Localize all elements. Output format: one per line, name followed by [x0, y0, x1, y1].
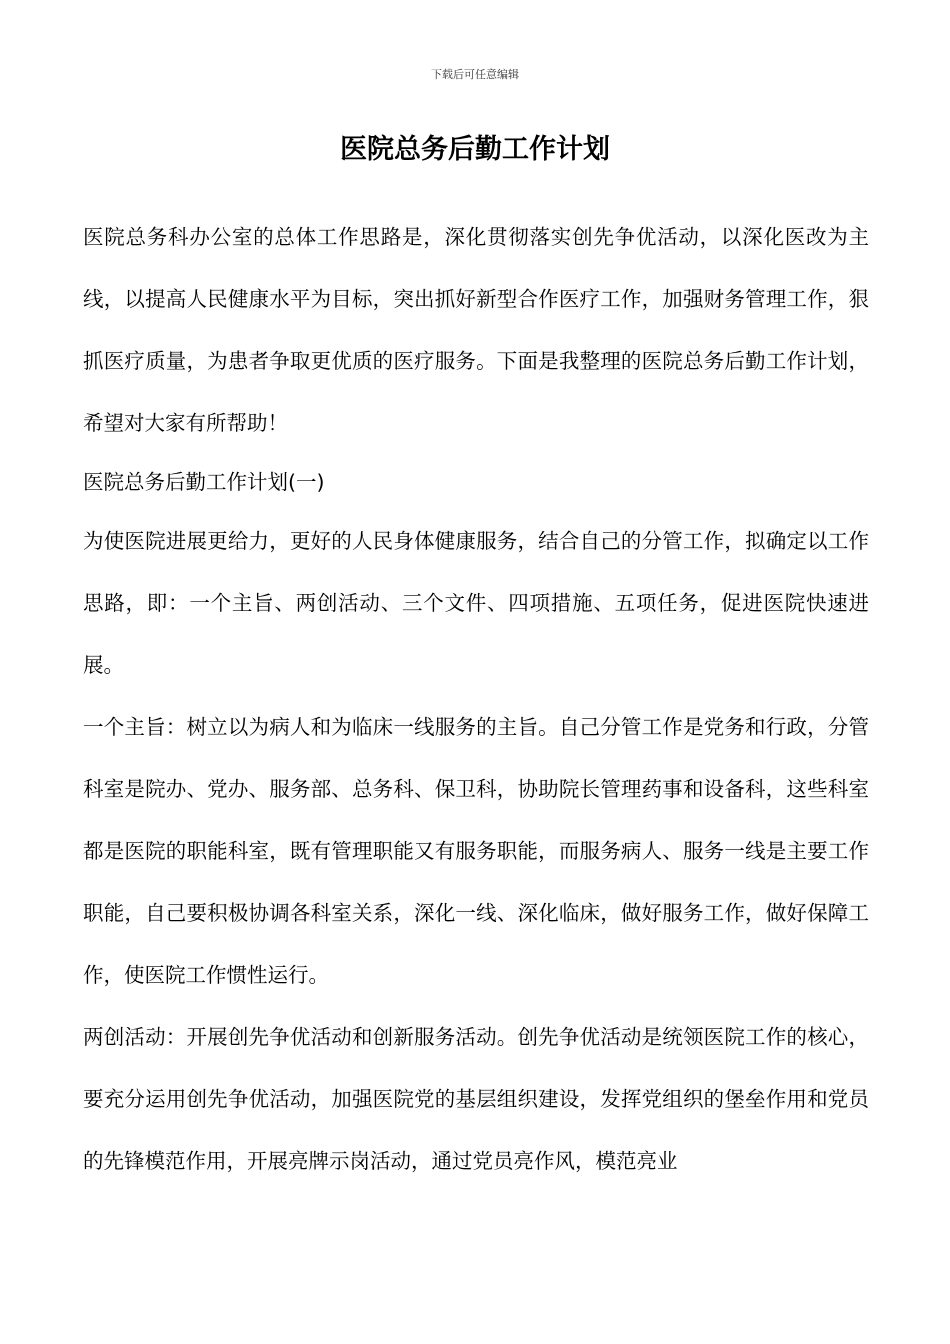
- section-heading: 医院总务后勤工作计划(一): [83, 470, 325, 494]
- header-note: 下载后可任意编辑: [431, 68, 519, 81]
- document-body: [83, 206, 869, 1192]
- body-paragraph: 两创活动：开展创先争优活动和创新服务活动。创先争优活动是统领医院工作的核心，要充分运用创先争优活动，加强医院党的基层组织建设，发挥党组织的堡垒作用和党员的先锋模范作用，开展亮牌示岗活动，通过党员亮作风，模范亮业: [83, 1025, 869, 1173]
- document-title: 医院总务后勤工作计划: [340, 134, 610, 165]
- body-paragraph: 一个主旨：树立以为病人和为临床一线服务的主旨。自己分管工作是党务和行政，分管科室是院办、党办、服务部、总务科、保卫科，协助院长管理药事和设备科，这些科室都是医院的职能科室，既有管理职能又有服务职能，而服务病人、服务一线是主要工作职能，自己要积极协调各科室关系，深化一线、深化临床，做好服务工作，做好保障工作，使医院工作惯性运行。: [83, 715, 869, 987]
- body-paragraph: 为使医院进展更给力，更好的人民身体健康服务，结合自己的分管工作，拟确定以工作思路，即：一个主旨、两创活动、三个文件、四项措施、五项任务，促进医院快速进展。: [83, 529, 869, 677]
- intro-paragraph: 医院总务科办公室的总体工作思路是，深化贯彻落实创先争优活动，以深化医改为主线，以提高人民健康水平为目标，突出抓好新型合作医疗工作，加强财务管理工作，狠抓医疗质量，为患者争取更优质的医疗服务。下面是我整理的医院总务后勤工作计划，希望对大家有所帮助！: [83, 225, 869, 435]
